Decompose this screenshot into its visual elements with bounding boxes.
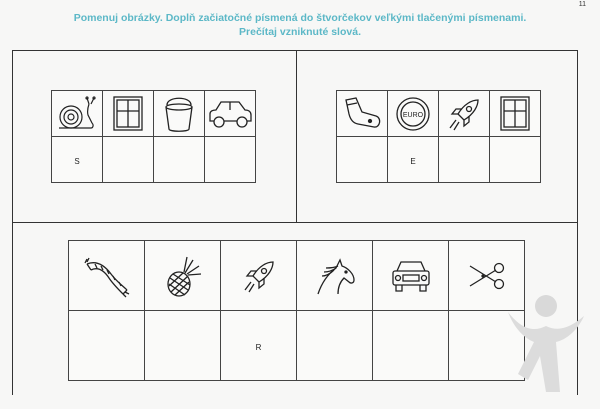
scarf-icon: [83, 254, 131, 298]
picture-cell: [145, 241, 221, 311]
instruction-line-2: Prečítaj vzniknuté slová.: [239, 26, 361, 38]
letter-box[interactable]: [154, 137, 205, 183]
letter-row: [69, 311, 525, 381]
instructions: [30, 11, 570, 39]
frame-line-left: [12, 50, 13, 395]
picture-cell: [69, 241, 145, 311]
letter-box[interactable]: [373, 311, 449, 381]
picture-cell: [337, 91, 388, 137]
car-icon: [207, 97, 253, 131]
letter-box[interactable]: [297, 311, 373, 381]
letter-box[interactable]: [439, 137, 490, 183]
letter-row: [52, 137, 256, 183]
rocket-icon: [239, 256, 279, 296]
coin-text: EURO: [402, 111, 424, 119]
letter-box[interactable]: [145, 311, 221, 381]
picture-cell: [373, 241, 449, 311]
letter-box[interactable]: [388, 137, 439, 183]
window-icon: [498, 95, 532, 133]
scissors-icon: [466, 258, 508, 294]
snail-icon: [55, 95, 99, 133]
page-number: 11: [578, 1, 586, 8]
letter-box[interactable]: [205, 137, 256, 183]
window-icon: [111, 95, 145, 133]
picture-cell: [154, 91, 205, 137]
horse-icon: [312, 256, 358, 296]
letter-box[interactable]: [52, 137, 103, 183]
picture-cell: [205, 91, 256, 137]
picture-cell: [297, 241, 373, 311]
picture-cell: [221, 241, 297, 311]
letter-text: R: [255, 342, 262, 352]
exercise-3-grid: [68, 240, 525, 381]
car-front-icon: [389, 257, 433, 295]
euro-coin-icon: [393, 95, 433, 133]
frame-line-middle: [12, 222, 578, 223]
frame-line-divider: [296, 50, 297, 222]
picture-cell: [52, 91, 103, 137]
pineapple-icon: [163, 254, 203, 298]
letter-box[interactable]: [69, 311, 145, 381]
picture-cell: [103, 91, 154, 137]
picture-cell: [490, 91, 541, 137]
letter-box[interactable]: [490, 137, 541, 183]
letter-text: E: [410, 156, 416, 166]
letter-text: S: [74, 156, 80, 166]
frame-line-top: [12, 50, 578, 51]
letter-box[interactable]: [337, 137, 388, 183]
instruction-line-1: Pomenuj obrázky. Doplň začiatočné písmená do štvorčekov veľkými tlačenými písmenami.: [73, 12, 527, 24]
sock-icon: [340, 96, 384, 132]
letter-box[interactable]: [221, 311, 297, 381]
watermark-figure-icon: [506, 290, 586, 394]
picture-row: [337, 91, 541, 137]
picture-cell: [439, 91, 490, 137]
letter-box[interactable]: [103, 137, 154, 183]
rocket-icon: [444, 94, 484, 134]
picture-row: [69, 241, 525, 311]
exercise-2-grid: [336, 90, 541, 183]
letter-row: [337, 137, 541, 183]
picture-row: [52, 91, 256, 137]
bucket-icon: [161, 95, 197, 133]
exercise-1-grid: [51, 90, 256, 183]
picture-cell: [388, 91, 439, 137]
